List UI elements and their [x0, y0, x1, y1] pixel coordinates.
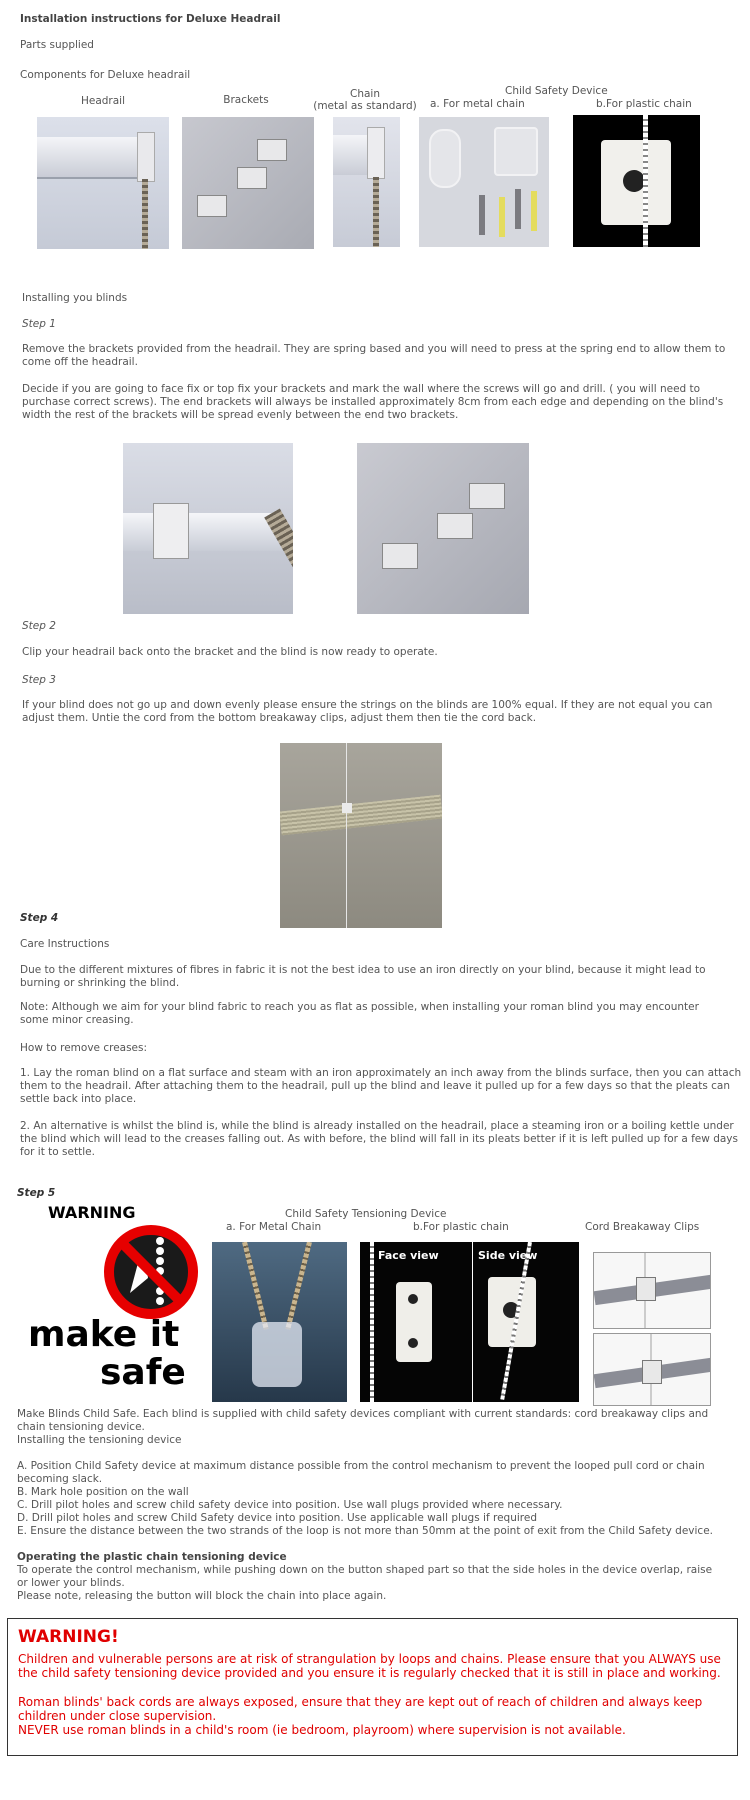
csd-plastic-photo — [573, 115, 700, 247]
for-plastic-chain-label: b.For plastic chain — [413, 1221, 509, 1233]
care-paragraph-2: Note: Although we aim for your blind fabric to reach you as flat as possible, when installing your roman blind you may encounter some minor creasing. — [20, 1001, 699, 1026]
step-3-label: Step 3 — [22, 674, 56, 686]
warning-box — [7, 1618, 738, 1756]
instruction-a: A. Position Child Safety device at maximum distance possible from the control mechanism to prevent the looped pull cord or chain becoming slack. — [17, 1460, 705, 1485]
components-heading: Components for Deluxe headrail — [20, 69, 191, 81]
instruction-b: B. Mark hole position on the wall — [17, 1486, 189, 1498]
creases-method-1: 1. Lay the roman blind on a flat surface and steam with an iron approximately an inch away from the blinds surface, then you can attach them to the headrail. After attaching them to the headrail, pull up the blind and leave it pulled up for a few days so that the pleats can settle back into place. — [20, 1067, 742, 1105]
chain-sublabel: (metal as standard) — [313, 100, 417, 112]
instruction-d: D. Drill pilot holes and screw Child Safety device into position. Use applicable wall plugs if required — [17, 1512, 537, 1524]
step-1-paragraph-2: Decide if you are going to face fix or top fix your brackets and mark the wall where the screws will go and drill. ( you will need to purchase correct screws). The end brackets will always be installed approximately 8cm from each edge and depending on the blind's width the rest of the brackets will be spread evenly between the end two brackets. — [22, 383, 724, 421]
make-it-text: make it — [28, 1314, 180, 1355]
csd-metal-photo — [419, 117, 549, 247]
step-4-label: Step 4 — [20, 912, 59, 924]
csd-metal-label: a. For metal chain — [430, 98, 525, 110]
care-instructions-heading: Care Instructions — [20, 938, 110, 950]
face-view-label: Face view — [378, 1249, 439, 1262]
for-metal-chain-label: a. For Metal Chain — [226, 1221, 322, 1233]
headrail-photo — [37, 117, 169, 249]
csd-plastic-label: b.For plastic chain — [596, 98, 692, 110]
bracket-mounted-photo — [123, 443, 293, 614]
safe-text: safe — [100, 1352, 186, 1393]
brackets-label: Brackets — [223, 94, 269, 106]
side-view-label: Side view — [478, 1249, 538, 1262]
instruction-c: C. Drill pilot holes and screw child safety device into position. Use wall plugs provided where necessary. — [17, 1499, 563, 1511]
instruction-e: E. Ensure the distance between the two strands of the loop is not more than 50mm at the point of exit from the Child Safety device. — [17, 1525, 714, 1537]
cord-breakaway-clips-label: Cord Breakaway Clips — [585, 1221, 700, 1233]
chain-label: Chain — [350, 88, 380, 100]
warning-paragraph-2: Roman blinds' back cords are always exposed, ensure that they are kept out of reach of children and always keep children under close supervision. — [18, 1695, 703, 1723]
step-5-label: Step 5 — [17, 1187, 56, 1199]
remove-creases-heading: How to remove creases: — [20, 1042, 148, 1054]
operating-heading: Operating the plastic chain tensioning device — [17, 1551, 287, 1563]
creases-method-2: 2. An alternative is whilst the blind is, while the blind is already installed on the headrail, place a steaming iron or a boiling kettle under the blind which will lead to the creases falling out. As with before, the blind will fall in its pleats better if it is left pulled up for a few days for it to settle. — [20, 1120, 738, 1158]
step-3-paragraph: If your blind does not go up and down evenly please ensure the strings on the blinds are 100% equal. If they are not equal you can adjust them. Untie the cord from the bottom breakaway clips, adjust them then tie the cord back. — [22, 699, 713, 724]
operating-paragraph-2: Please note, releasing the button will block the chain into place again. — [17, 1590, 387, 1602]
step-2-paragraph: Clip your headrail back onto the bracket and the blind is now ready to operate. — [22, 646, 438, 658]
warning-box-title: WARNING! — [18, 1627, 119, 1647]
chain-photo — [333, 117, 400, 247]
cord-clip-photo-2 — [593, 1333, 711, 1406]
warning-paragraph-1: Children and vulnerable persons are at risk of strangulation by loops and chains. Please ensure that you ALWAYS use the child safety tensioning device provided and you ensure it is regularly checked that it is still in place and working. — [18, 1652, 721, 1680]
installing-heading: Installing you blinds — [22, 292, 128, 304]
brackets-photo — [182, 117, 314, 249]
installing-tensioning-heading: Installing the tensioning device — [17, 1434, 182, 1446]
blind-cord-photo — [280, 743, 442, 928]
warning-paragraph-3: NEVER use roman blinds in a child's room (ie bedroom, playroom) where supervision is not available. — [18, 1723, 626, 1737]
step-2-label: Step 2 — [22, 620, 56, 632]
headrail-label: Headrail — [80, 95, 126, 107]
operating-paragraph-1: To operate the control mechanism, while pushing down on the button shaped part so that the side holes in the device overlap, raise or lower your blinds. — [17, 1564, 713, 1589]
child-safety-device-label: Child Safety Device — [505, 85, 608, 97]
parts-supplied-heading: Parts supplied — [20, 39, 94, 51]
cord-clip-photo-1 — [593, 1252, 711, 1329]
make-it-safe-graphic — [28, 1203, 200, 1403]
warning-word: WARNING — [48, 1203, 136, 1222]
plastic-device-face-view-photo — [360, 1242, 472, 1402]
tensioning-device-label: Child Safety Tensioning Device — [285, 1208, 447, 1220]
page-title: Installation instructions for Deluxe Headrail — [20, 13, 281, 25]
child-safe-intro: Make Blinds Child Safe. Each blind is supplied with child safety devices compliant with current standards: cord breakaway clips and chain tensioning device. — [17, 1408, 709, 1433]
step-1-label: Step 1 — [22, 318, 56, 330]
no-child-icon — [102, 1223, 200, 1321]
metal-chain-device-photo — [212, 1242, 347, 1402]
care-paragraph-1: Due to the different mixtures of fibres in fabric it is not the best idea to use an iron directly on your blind, because it might lead to burning or shrinking the blind. — [20, 964, 706, 989]
brackets-closeup-photo — [357, 443, 529, 614]
plastic-device-side-view-photo — [473, 1242, 579, 1402]
step-1-paragraph-1: Remove the brackets provided from the headrail. They are spring based and you will need to press at the spring end to allow them to come off the headrail. — [22, 343, 726, 368]
